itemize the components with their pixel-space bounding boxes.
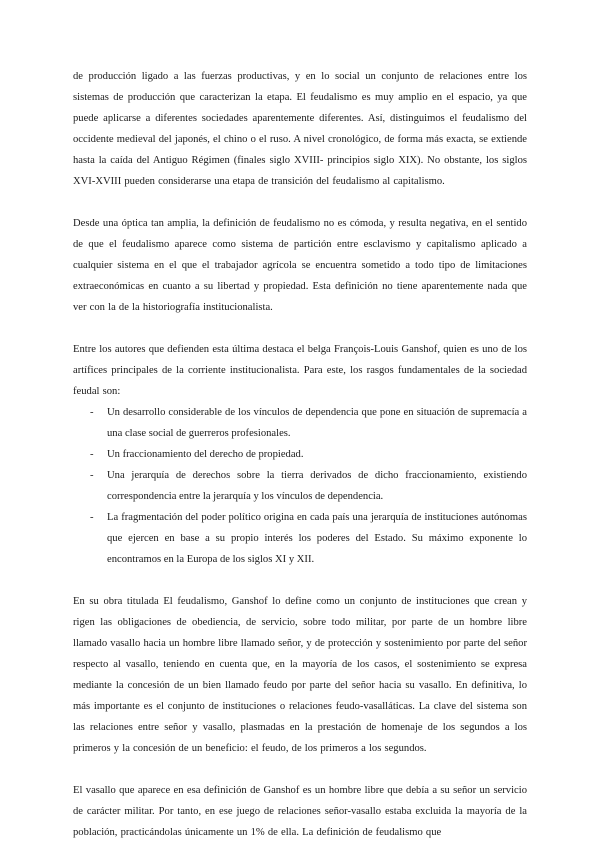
list-item <box>73 507 527 570</box>
features-list <box>73 402 527 570</box>
list-item-text: Un fraccionamiento del derecho de propiedad. <box>107 449 304 460</box>
paragraph-1: de producción ligado a las fuerzas productivas, y en lo social un conjunto de relaciones entre los sistemas de producción que caracterizan la etapa. El feudalismo es muy amplio en el espacio, ya que puede aplicarse a diferentes sociedades aparentemente diferentes. Así, distinguimos el feudalismo del occidente medieval del japonés, el chino o el ruso. A nivel cronológico, de forma más exacta, se extiende hasta la caída del Antiguo Régimen (finales siglo XVIII- principios siglo XIX). No obstante, los siglos XVI-XVIII pueden considerarse una etapa de transición del feudalismo al capitalismo. <box>73 71 527 187</box>
list-item-text: Una jerarquía de derechos sobre la tierra derivados de dicho fraccionamiento, existiendo correspondencia entre la jerarquía y los vínculos de dependencia. <box>107 470 527 502</box>
paragraph-4: El vasallo que aparece en esa definición de Ganshof es un hombre libre que debía a su señor un servicio de carácter militar. Por tanto, en ese juego de relaciones señor-vasallo estaba excluida la mayoría de la población, practicándolas únicamente un 1% de ella. La definición de feudalismo que <box>73 785 527 838</box>
paragraph-3: En su obra titulada El feudalismo, Ganshof lo define como un conjunto de instituciones que crean y rigen las obligaciones de obediencia, de servicio, sobre todo militar, por parte de un hombre libre llamado vasallo hacia un hombre libre llamado señor, y de protección y sostenimiento por parte del señor respecto al vasallo, teniendo en cuenta que, en la mayoría de los casos, el sostenimiento se expresa mediante la concesión de un bien llamado feudo por parte del señor hacia su vasallo. En definitiva, lo más importante es el conjunto de instituciones o relaciones feudo-vasalláticas. La clave del sistema son las relaciones entre señor y vasallo, plasmadas en la prestación de homenaje de los segundos a los primeros y la concesión de un beneficio: el feudo, de los primeros a los segundos. <box>73 596 527 754</box>
bullet-dash: - <box>90 470 94 481</box>
bullet-dash: - <box>90 407 94 418</box>
list-item <box>73 444 527 465</box>
paragraph-2: Desde una óptica tan amplia, la definición de feudalismo no es cómoda, y resulta negativa, en el sentido de que el feudalismo aparece como sistema de partición entre esclavismo y capitalismo aplicado a cualquier sistema en el que el trabajador agrícola se encuentra sometido a todo tipo de limitaciones extraeconómicas en cuanto a su libertad y propiedad. Esta definición no tiene aparentemente nada que ver con la de la historiografía institucionalista. <box>73 218 527 313</box>
bullet-dash: - <box>90 449 94 460</box>
list-item <box>73 402 527 444</box>
list-item-text: Un desarrollo considerable de los vínculos de dependencia que pone en situación de supremacía a una clase social de guerreros profesionales. <box>107 407 527 439</box>
list-item-text: La fragmentación del poder político origina en cada país una jerarquía de instituciones autónomas que ejercen en base a su propio interés los poderes del Estado. Su máximo exponente lo encontramos en la Europa de los siglos XI y XII. <box>107 512 527 565</box>
list-intro-paragraph: Entre los autores que defienden esta última destaca el belga François-Louis Ganshof, quien es uno de los artífices principales de la corriente institucionalista. Para este, los rasgos fundamentales de la sociedad feudal son: <box>73 344 527 397</box>
bullet-dash: - <box>90 512 94 523</box>
list-item <box>73 465 527 507</box>
